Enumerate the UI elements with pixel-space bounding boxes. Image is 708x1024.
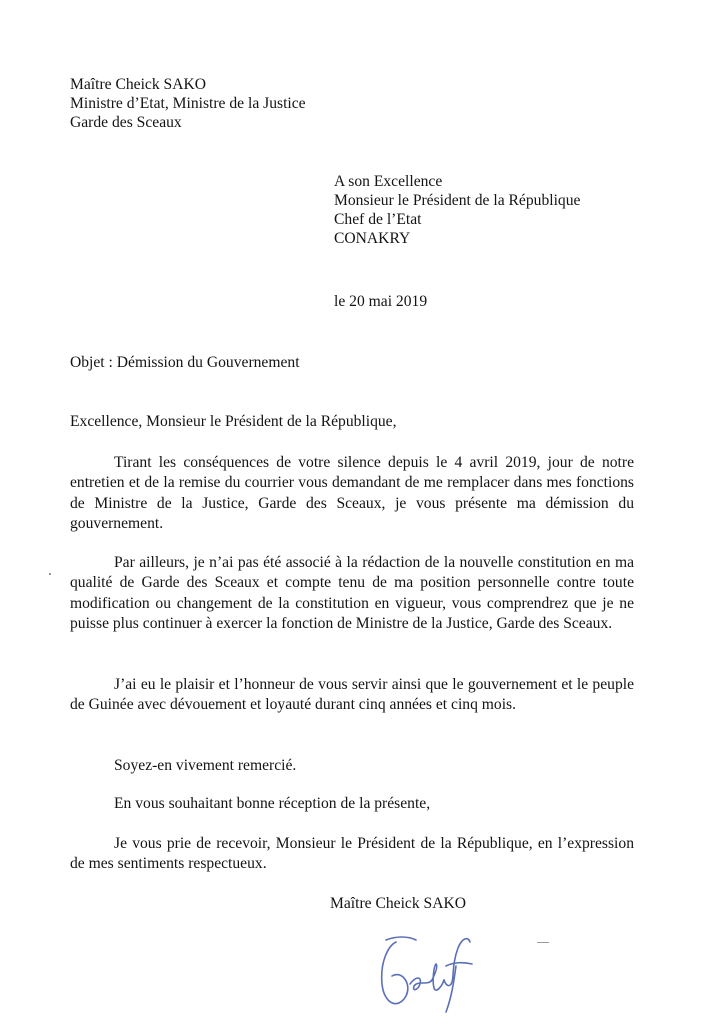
handwritten-signature — [372, 926, 482, 1018]
recipient-line-3: Chef de l’Etat — [334, 211, 422, 228]
body-paragraph-6: Je vous prie de recevoir, Monsieur le Président de la République, en l’expression de mes sentiments respectueux. — [70, 835, 634, 873]
body-paragraph-5: En vous souhaitant bonne réception de la présente, — [114, 795, 431, 812]
closing-name: Maître Cheick SAKO — [330, 895, 466, 912]
recipient-line-2: Monsieur le Président de la République — [334, 192, 581, 209]
sender-office: Garde des Sceaux — [70, 114, 182, 131]
body-paragraph-1: Tirant les conséquences de votre silence depuis le 4 avril 2019, jour de notre entretien et de la remise du courrier vous demandant de me remplacer dans mes fonctions de Ministre de la Justice, Garde des Sceaux, je vous présente ma démission du gouvernement. — [70, 454, 634, 532]
recipient-line-1: A son Excellence — [334, 173, 443, 190]
letter-date: le 20 mai 2019 — [334, 293, 428, 310]
body-paragraph-3: J’ai eu le plaisir et l’honneur de vous servir ainsi que le gouvernement et le peuple de Guinée avec dévouement et loyauté durant cinq années et cinq mois. — [70, 676, 634, 714]
body-paragraph-4: Soyez-en vivement remercié. — [114, 757, 297, 774]
scan-speck — [49, 573, 51, 575]
letter-subject: Objet : Démission du Gouvernement — [70, 354, 300, 371]
salutation: Excellence, Monsieur le Président de la République, — [70, 413, 397, 430]
sender-name: Maître Cheick SAKO — [70, 76, 206, 93]
body-paragraph-2: Par ailleurs, je n’ai pas été associé à la rédaction de la nouvelle constitution en ma qualité de Garde des Sceaux et compte tenu de ma position personnelle contre toute modification ou changement de la constitution en vigueur, vous comprendrez que je ne puisse plus continuer à exercer la fonction de Ministre de la Justice, Garde des Sceaux. — [70, 554, 634, 632]
recipient-city: CONAKRY — [334, 230, 411, 247]
sender-title: Ministre d’Etat, Ministre de la Justice — [70, 95, 306, 112]
scan-dash — [537, 942, 549, 943]
